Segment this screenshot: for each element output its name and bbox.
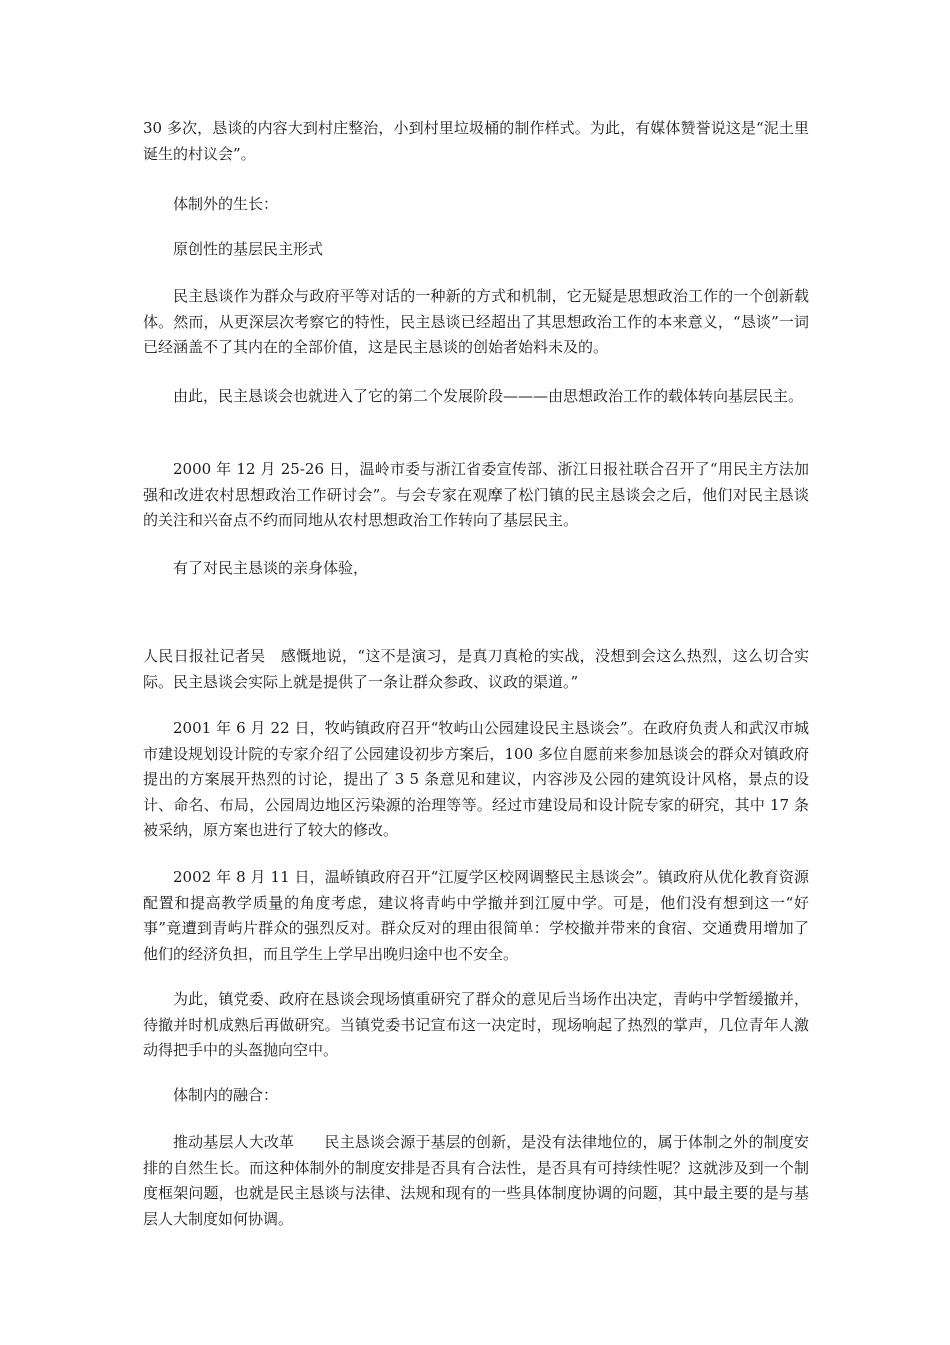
paragraph-reporter-quote: 人民日报社记者吴 感慨地说，“这不是演习，是真刀真枪的实战，没想到会这么热烈，这么切合实际。民主恳谈会实际上就是提供了一条让群众参政、议政的渠道。” [143,647,809,691]
paragraph-continuation: 30 多次，恳谈的内容大到村庄整治，小到村里垃圾桶的制作样式。为此，有媒体赞誉说这是“泥土里诞生的村议会”。 [143,119,809,163]
paragraph-2001-park: 2001 年 6 月 22 日，牧屿镇政府召开“牧屿山公园建设民主恳谈会”。在政府负责人和武汉市城市建设规划设计院的专家介绍了公园建设初步方案后，100 多位自愿前来参加恳谈会的群众对镇政府提出的方案展开热烈的讨论，提出了 3 5 条意见和建议，内容涉及公园的建筑设计风格，景点的设计、命名、布局，公园周边地区污染源的治理等等。经过市建设局和设计院专家的研究，其中 17 条被采纳，原方案也进行了较大的修改。 [143,719,809,839]
paragraph-decision: 为此，镇党委、政府在恳谈会现场慎重研究了群众的意见后当场作出决定，青屿中学暂缓撤并，待撤并时机成熟后再做研究。当镇党委书记宣布这一决定时，现场响起了热烈的掌声，几位青年人激动得把手中的头盔抛向空中。 [143,990,809,1059]
paragraph-subheading-grassroots-democracy: 原创性的基层民主形式 [173,240,324,258]
paragraph-npc-reform: 推动基层人大改革 民主恳谈会源于基层的创新，是没有法律地位的，属于体制之外的制度安排的自然生长。而这种体制外的制度安排是否具有合法性，是否具有可持续性呢？这就涉及到一个制度框架问题，也就是民主恳谈与法律、法规和现有的一些具体制度协调的问题，其中最主要的是与基层人大制度如何协调。 [143,1133,809,1228]
paragraph-second-stage: 由此，民主恳谈会也就进入了它的第二个发展阶段———由思想政治工作的载体转向基层民主。 [173,387,804,405]
paragraph-experience: 有了对民主恳谈的亲身体验， [173,559,369,577]
paragraph-heading-inside-system: 体制内的融合： [173,1086,279,1104]
paragraph-2002-school: 2002 年 8 月 11 日，温峤镇政府召开“江厦学区校网调整民主恳谈会”。镇政府从优化教育资源配置和提高教学质量的角度考虑，建议将青屿中学撤并到江厦中学。可是，他们没有想到这一“好事”竟遭到青屿片群众的强烈反对。群众反对的理由很简单：学校撤并带来的食宿、交通费用增加了他们的经济负担，而且学生上学早出晚归途中也不安全。 [143,868,809,963]
paragraph-2000-seminar: 2000 年 12 月 25-26 日，温岭市委与浙江省委宣传部、浙江日报社联合召开了“用民主方法加强和改进农村思想政治工作研讨会”。与会专家在观摩了松门镇的民主恳谈会之后，他们对民主恳谈的关注和兴奋点不约而同地从农村思想政治工作转向了基层民主。 [143,460,809,529]
paragraph-innovation-carrier: 民主恳谈作为群众与政府平等对话的一种新的方式和机制，它无疑是思想政治工作的一个创新载体。然而，从更深层次考察它的特性，民主恳谈已经超出了其思想政治工作的本来意义，“恳谈”一词已经涵盖不了其内在的全部价值，这是民主恳谈的创始者始料未及的。 [143,287,809,356]
paragraph-heading-outside-system: 体制外的生长： [173,195,279,213]
